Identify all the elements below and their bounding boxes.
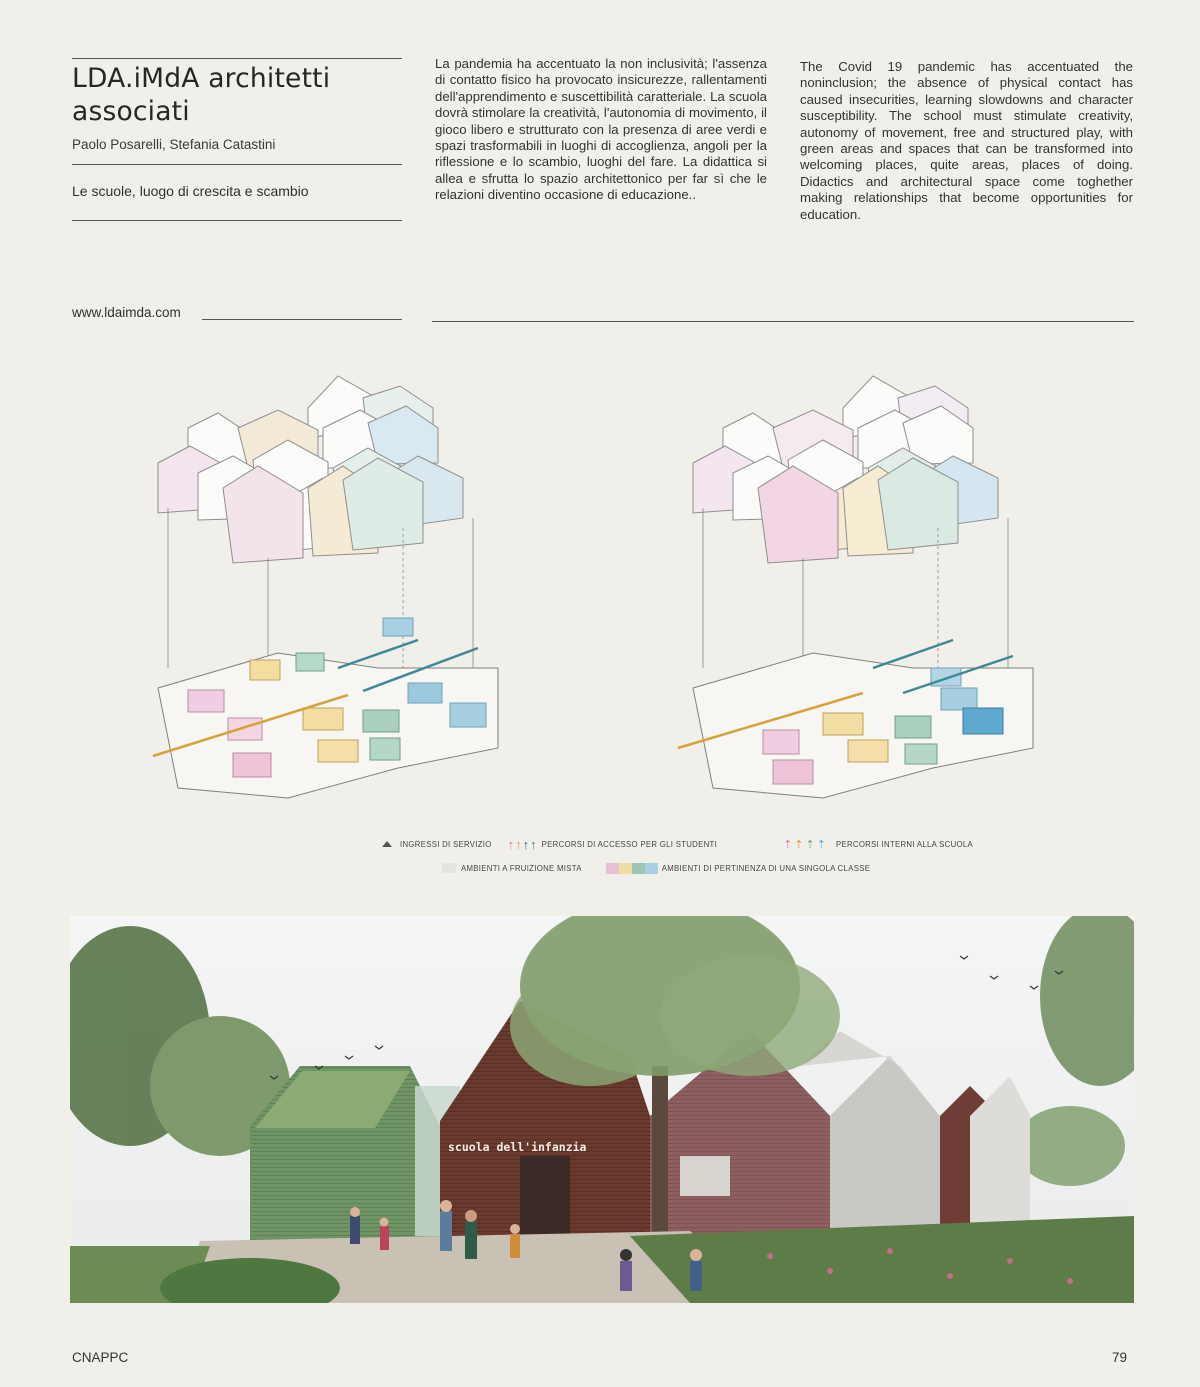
legend-student-access: PERCORSI DI ACCESSO PER GLI STUDENTI — [541, 839, 718, 849]
service-entrance-icon — [382, 841, 392, 847]
mixed-use-swatch — [442, 863, 456, 873]
firm-name: LDA.iMdA architetti associati — [72, 63, 331, 127]
roof-cluster-left — [158, 376, 463, 563]
legend-internal-paths: PERCORSI INTERNI ALLA SCUOLA — [835, 839, 974, 849]
roof-cluster-right — [693, 376, 998, 563]
internal-paths-arrows-icon: ⇡⇡⇡⇡ — [783, 838, 828, 851]
website-rule — [202, 319, 402, 320]
subtitle-rule — [72, 220, 402, 221]
section-rule — [432, 321, 1134, 322]
top-rule — [72, 58, 402, 59]
floor-plan-left — [153, 618, 498, 798]
subtitle: Le scuole, luogo di crescita e scambio — [72, 183, 309, 199]
authors: Paolo Posarelli, Stefania Catastini — [72, 137, 276, 152]
axonometric-diagrams — [138, 368, 1078, 838]
class-spaces-swatches — [606, 863, 658, 874]
legend-service-entrances: INGRESSI DI SERVIZIO — [400, 839, 492, 849]
legend — [382, 836, 982, 876]
school-rendering — [70, 916, 1134, 1303]
floor-plan-right — [678, 640, 1033, 798]
diagram-right — [678, 376, 1033, 798]
legend-class-spaces: AMBIENTI DI PERTINENZA DI UNA SINGOLA CLASSE — [661, 863, 871, 873]
diagram-left — [153, 376, 498, 798]
authors-rule — [72, 164, 402, 165]
school-sign: scuola dell'infanzia — [448, 1140, 587, 1154]
legend-mixed-use: AMBIENTI A FRUIZIONE MISTA — [461, 863, 582, 873]
footer-publisher: CNAPPC — [72, 1350, 129, 1365]
website-link[interactable]: www.ldaimda.com — [72, 305, 181, 320]
body-english: The Covid 19 pandemic has accentuated the noninclusion; the absence of physical contact has caused insecurities, learning slowdowns and character susceptibility. The school must stimulate creativity, autonomy of movement, free and structured play, with green areas and spaces that can be transformed into welcoming places, quite areas, places of doing. Didactics and architectural space come toghether making relationships that become opportunities for education. — [800, 59, 1133, 222]
student-access-arrows-icon: ↑↑↑↑ — [507, 836, 538, 852]
body-italian: La pandemia ha accentuato la non inclusività; l'assenza di contatto fisico ha provocato insicurezze, rallentamenti dell'apprendimento e suscettibilità caratteriale. La scuola dovrà stimolare la creatività, l'autonomia di movimento, il gioco libero e strutturato con la presenza di aree verdi e spazi trasformabili in luoghi di accoglienza, angoli per la riflessione e lo scambio, luoghi del fare. La didattica si allea e sfrutta lo spazio architettonico per far sì che le relazioni diventino occasione di educazione.. — [435, 56, 767, 203]
page-number: 79 — [1112, 1350, 1128, 1365]
